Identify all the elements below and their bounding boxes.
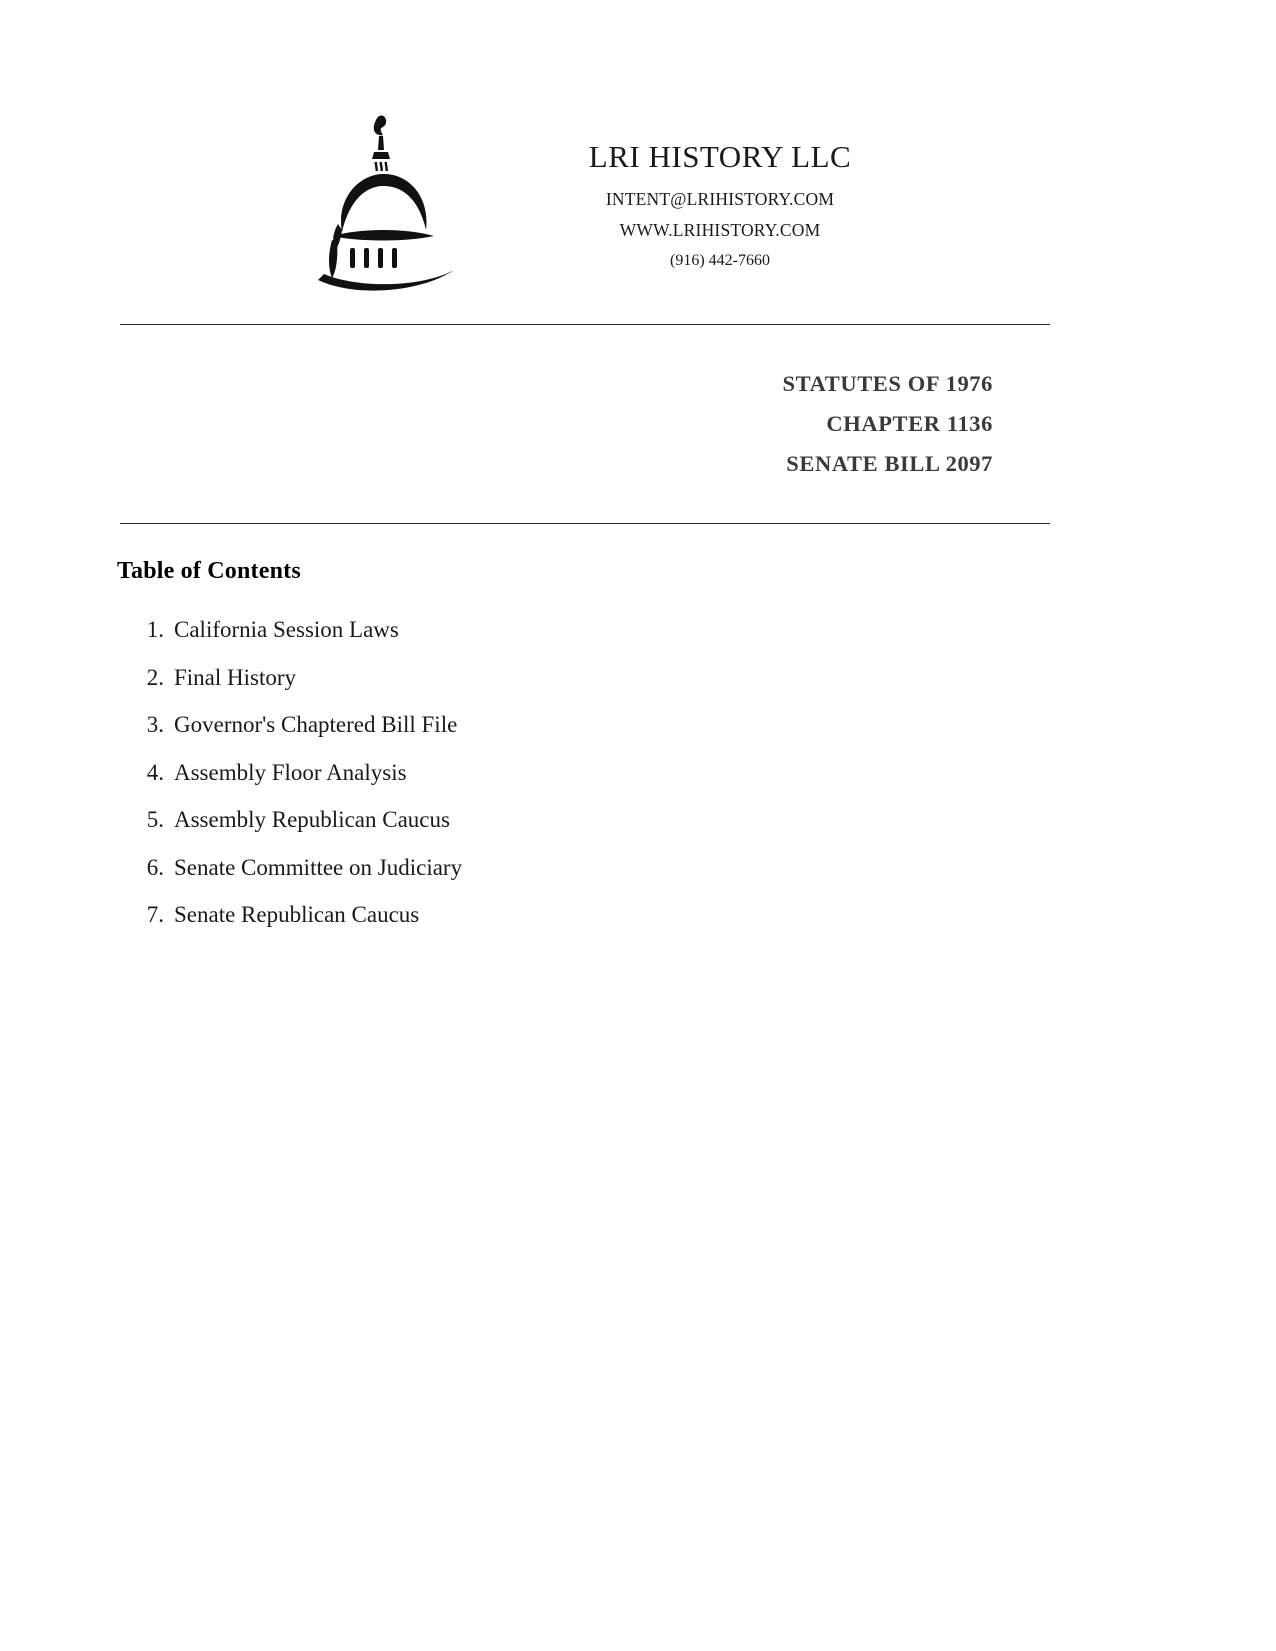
list-item-label: Senate Committee on Judiciary	[174, 854, 463, 880]
list-item-number: 6.	[146, 854, 164, 880]
divider-top	[120, 324, 1050, 325]
brand-phone: (916) 442-7660	[670, 252, 770, 270]
table-of-contents-list	[117, 618, 917, 951]
letterhead	[120, 112, 1156, 292]
list-item[interactable]	[117, 856, 917, 879]
list-item-label: California Session Laws	[174, 617, 399, 642]
list-item-number: 7.	[146, 902, 164, 927]
list-item[interactable]	[117, 713, 917, 736]
brand-block	[520, 112, 920, 270]
list-item[interactable]	[117, 903, 917, 926]
list-item[interactable]	[117, 618, 917, 641]
list-item[interactable]	[117, 808, 917, 831]
list-item-label: Assembly Republican Caucus	[174, 807, 450, 832]
list-item-number: 5.	[146, 807, 164, 832]
list-item-number: 2.	[146, 664, 164, 690]
brand-name: LRI HISTORY LLC	[588, 139, 852, 174]
statute-title-block	[120, 364, 993, 484]
chapter-number: CHAPTER 1136	[826, 411, 993, 437]
list-item-number: 4.	[146, 759, 164, 785]
list-item-label: Governor's Chaptered Bill File	[174, 712, 458, 737]
divider-bottom	[120, 523, 1050, 524]
statutes-year: STATUTES OF 1976	[782, 371, 993, 396]
brand-email: INTENT@LRIHISTORY.COM	[605, 189, 835, 210]
list-item-number: 3.	[146, 712, 164, 737]
list-item[interactable]	[117, 761, 917, 784]
capitol-dome-logo-icon	[292, 112, 482, 292]
list-item-number: 1.	[146, 617, 164, 642]
list-item[interactable]	[117, 666, 917, 689]
bill-number: SENATE BILL 2097	[786, 451, 993, 477]
list-item-label: Final History	[174, 664, 297, 690]
table-of-contents-heading: Table of Contents	[117, 558, 301, 584]
list-item-label: Senate Republican Caucus	[174, 902, 420, 927]
brand-website: WWW.LRIHISTORY.COM	[619, 220, 821, 241]
list-item-label: Assembly Floor Analysis	[174, 759, 407, 785]
